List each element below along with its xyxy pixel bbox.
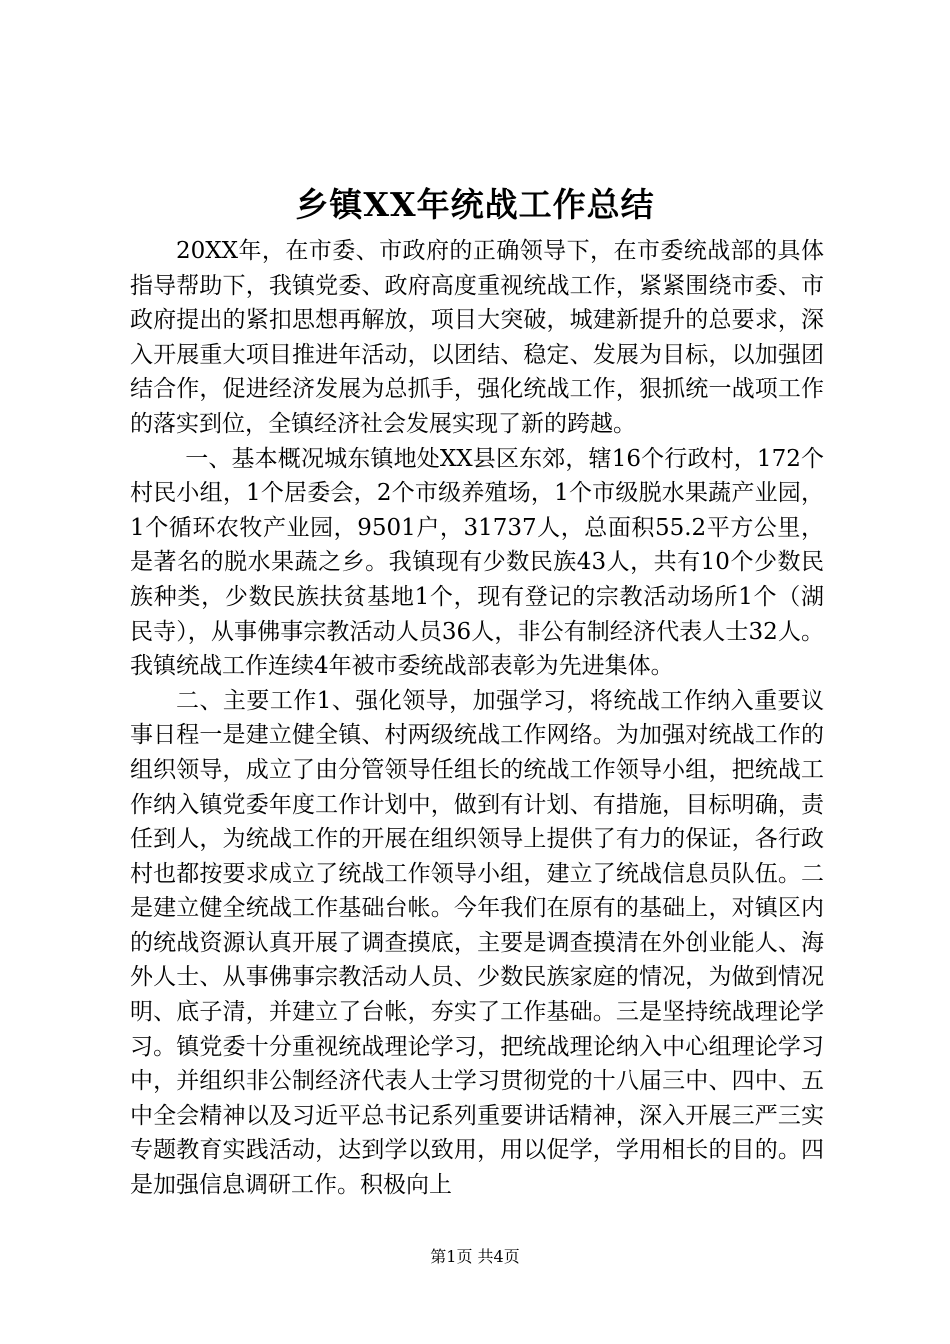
paragraph-intro: 20XX年，在市委、市政府的正确领导下，在市委统战部的具体指导帮助下，我镇党委、政府高度重视统战工作，紧紧围绕市委、市政府提出的紧扣思想再解放，项目大突破，城建新提升的总要求，深入开展重大项目推进年活动，以团结、稳定、发展为目标，以加强团结合作，促进经济发展为总抓手，强化统战工作，狠抓统一战项工作的落实到位，全镇经济社会发展实现了新的跨越。 xyxy=(130,238,824,437)
paragraph-main-work: 二、主要工作1、强化领导，加强学习，将统战工作纳入重要议事日程一是建立健全镇、村两级统战工作网络。为加强对统战工作的组织领导，成立了由分管领导任组长的统战工作领导小组，把统战工作纳入镇党委年度工作计划中，做到有计划、有措施，目标明确，责任到人，为统战工作的开展在组织领导上提供了有力的保证，各行政村也都按要求成立了统战工作领导小组，建立了统战信息员队伍。二是建立健全统战工作基础台帐。今年我们在原有的基础上，对镇区内的统战资源认真开展了调查摸底，主要是调查摸清在外创业能人、海外人士、从事佛事宗教活动人员、少数民族家庭的情况，为做到情况明、底子清，并建立了台帐，夯实了工作基础。三是坚持统战理论学习。镇党委十分重视统战理论学习，把统战理论纳入中心组理论学习中，并组织非公制经济代表人士学习贯彻党的十八届三中、四中、五中全会精神以及习近平总书记系列重要讲话精神，深入开展三严三实专题教育实践活动，达到学以致用，用以促学，学用相长的目的。四是加强信息调研工作。积极向上 xyxy=(130,687,824,1199)
page-indicator: 第1页 共4页 xyxy=(430,1247,520,1266)
document-title: 乡镇XX年统战工作总结 xyxy=(295,185,655,224)
paragraph-overview: 一、基本概况城东镇地处XX县区东郊，辖16个行政村，172个村民小组，1个居委会，2个市级养殖场，1个市级脱水果蔬产业园，1个循环农牧产业园，9501户，31737人，总面积55.2平方公里，是著名的脱水果蔬之乡。我镇现有少数民族43人，共有10个少数民族种类，少数民族扶贫基地1个，现有登记的宗教活动场所1个（湖民寺），从事佛事宗教活动人员36人，非公有制经济代表人士32人。我镇统战工作连续4年被市委统战部表彰为先进集体。 xyxy=(130,445,824,680)
document-body xyxy=(130,234,824,1203)
